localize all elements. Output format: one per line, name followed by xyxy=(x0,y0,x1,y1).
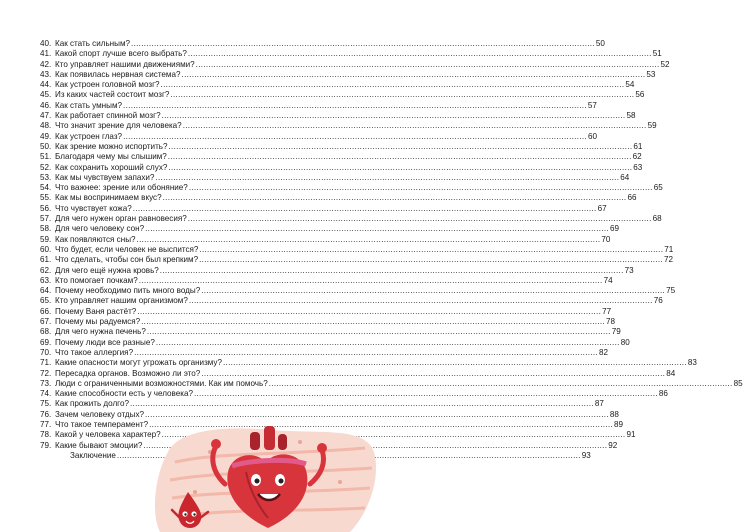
toc-leader-dots xyxy=(145,224,609,234)
toc-entry-title: Какой у человека характер? xyxy=(55,430,161,440)
toc-entry-number: 65. xyxy=(40,296,52,306)
toc-entry-page: 77 xyxy=(602,306,612,316)
toc-entry-number: 52. xyxy=(40,162,52,172)
toc-entry-number: 43. xyxy=(40,69,52,79)
toc-entry-title: Зачем человеку отдых? xyxy=(55,409,144,419)
toc-entry-title: Люди с ограниченными возможностями. Как им помочь? xyxy=(55,378,268,388)
toc-entry[interactable] xyxy=(40,409,619,420)
toc-entry[interactable] xyxy=(40,131,597,142)
toc-entry-title: Как стать умным? xyxy=(55,100,123,110)
toc-entry-number: 77. xyxy=(40,419,52,429)
toc-entry-page: 64 xyxy=(620,172,630,182)
toc-entry-title: Что важнее: зрение или обоняние? xyxy=(55,183,188,193)
toc-entry-number: 51. xyxy=(40,152,52,162)
toc-entry-title: Как появляются сны? xyxy=(55,234,136,244)
toc-entry[interactable] xyxy=(40,39,605,49)
toc-entry-page: 86 xyxy=(658,389,668,399)
toc-entry-page: 73 xyxy=(624,265,634,275)
toc-entry-title: Как появилась нервная система? xyxy=(55,69,181,79)
toc-entry-title: Почему мы радуемся? xyxy=(55,317,141,327)
toc-leader-dots xyxy=(139,276,603,286)
toc-entry[interactable] xyxy=(40,296,663,306)
toc-entry-number: 45. xyxy=(40,90,52,100)
toc-entry[interactable] xyxy=(40,152,642,162)
toc-entry-number: 79. xyxy=(40,440,52,450)
toc-entry-title: Какой спорт лучше всего выбрать? xyxy=(55,49,187,59)
toc-entry-title: Что такое темперамент? xyxy=(55,419,149,429)
toc-entry-number: 40. xyxy=(40,39,52,48)
toc-entry-page: 84 xyxy=(666,368,676,378)
toc-entry-page: 52 xyxy=(660,59,670,69)
toc-entry[interactable] xyxy=(40,214,662,224)
toc-entry-number: 62. xyxy=(40,265,52,275)
toc-entry-title: Как устроен головной мозг? xyxy=(55,80,160,90)
toc-entry[interactable] xyxy=(40,141,643,152)
toc-leader-dots xyxy=(133,204,597,214)
toc-leader-dots xyxy=(155,173,619,183)
toc-leader-dots xyxy=(156,338,620,348)
toc-entry-title: Почему люди все разные? xyxy=(55,337,155,347)
toc-entry-title: Что сделать, чтобы сон был крепким? xyxy=(55,255,199,265)
toc-entry-number: 55. xyxy=(40,193,52,203)
toc-entry-page: 65 xyxy=(653,183,663,193)
toc-entry[interactable] xyxy=(40,399,604,409)
toc-entry[interactable] xyxy=(40,224,619,234)
toc-entry[interactable] xyxy=(40,265,634,276)
toc-entry-page: 76 xyxy=(653,296,663,306)
toc-entry-number: 56. xyxy=(40,203,52,213)
toc-leader-dots xyxy=(141,317,605,327)
toc-entry-number: 73. xyxy=(40,378,52,388)
toc-entry-title: Для чего ещё нужна кровь? xyxy=(55,265,159,275)
toc-entry-page: 61 xyxy=(633,141,643,151)
toc-entry[interactable] xyxy=(40,90,645,100)
toc-entry-number: 63. xyxy=(40,275,52,285)
toc-entry-page: 56 xyxy=(635,90,645,100)
toc-entry-number: 70. xyxy=(40,347,52,357)
toc-entry-title: Какие бывают эмоции? xyxy=(55,440,143,450)
toc-entry[interactable] xyxy=(40,121,657,131)
toc-entry-title: Что значит зрение для человека? xyxy=(55,121,182,131)
toc-entry-number: 64. xyxy=(40,286,52,296)
toc-entry-number: 72. xyxy=(40,368,52,378)
toc-entry-title: Заключение xyxy=(70,450,116,460)
toc-leader-dots xyxy=(201,286,665,296)
toc-entry-page: 71 xyxy=(664,244,674,254)
toc-entry-page: 85 xyxy=(733,378,743,388)
toc-entry-number: 49. xyxy=(40,131,52,141)
toc-entry-title: Что будет, если человек не выспится? xyxy=(55,244,199,254)
table-of-contents xyxy=(40,39,743,461)
toc-entry-title: Для чего нужен орган равновесия? xyxy=(55,214,187,224)
toc-entry-page: 59 xyxy=(647,121,657,131)
heart-illustration xyxy=(150,422,380,532)
toc-leader-dots xyxy=(123,101,587,111)
toc-entry-page: 79 xyxy=(611,327,621,337)
toc-entry-number: 54. xyxy=(40,183,52,193)
toc-entry-page: 89 xyxy=(613,419,623,429)
toc-entry-title: Какие способности есть у человека? xyxy=(55,389,193,399)
toc-leader-dots xyxy=(189,183,653,193)
toc-entry-number: 69. xyxy=(40,337,52,347)
toc-entry-page: 51 xyxy=(652,49,662,59)
toc-leader-dots xyxy=(123,132,587,142)
toc-entry-page: 74 xyxy=(603,275,613,285)
toc-entry-title: Кто помогает почкам? xyxy=(55,275,138,285)
toc-leader-dots xyxy=(130,399,594,409)
toc-leader-dots xyxy=(199,245,663,255)
toc-leader-dots xyxy=(188,49,652,59)
toc-entry[interactable] xyxy=(40,59,670,70)
toc-entry-number: 41. xyxy=(40,49,52,59)
toc-entry-page: 70 xyxy=(601,234,611,244)
toc-leader-dots xyxy=(145,410,609,420)
toc-entry[interactable] xyxy=(40,255,673,265)
toc-entry-title: Как стать сильным? xyxy=(55,39,131,48)
toc-entry-number: 59. xyxy=(40,234,52,244)
toc-entry-title: Из каких частей состоит мозг? xyxy=(55,90,170,100)
toc-entry-title: Как прожить долго? xyxy=(55,399,129,409)
toc-entry-title: Как зрение можно испортить? xyxy=(55,141,168,151)
toc-leader-dots xyxy=(137,307,601,317)
toc-entry-title: Что такое аллергия? xyxy=(55,347,134,357)
toc-entry-number: 58. xyxy=(40,224,52,234)
toc-entry-title: Как сохранить хороший слух? xyxy=(55,162,168,172)
toc-entry-page: 82 xyxy=(598,347,608,357)
toc-entry-number: 71. xyxy=(40,358,52,368)
toc-leader-dots xyxy=(137,235,601,245)
toc-entry-page: 93 xyxy=(581,450,591,460)
toc-entry[interactable] xyxy=(40,69,656,80)
toc-entry[interactable] xyxy=(40,244,674,255)
toc-entry-page: 66 xyxy=(627,193,637,203)
toc-entry-title: Благодаря чему мы слышим? xyxy=(55,152,167,162)
toc-entry-page: 87 xyxy=(594,399,604,409)
toc-entry-title: Для чего нужна печень? xyxy=(55,327,146,337)
toc-entry-page: 68 xyxy=(652,214,662,224)
toc-entry-page: 80 xyxy=(620,337,630,347)
toc-entry-page: 57 xyxy=(587,100,597,110)
toc-entry-number: 44. xyxy=(40,80,52,90)
toc-entry-page: 60 xyxy=(587,131,597,141)
toc-leader-dots xyxy=(223,358,687,368)
toc-entry-page: 91 xyxy=(626,430,636,440)
toc-entry-title: Как устроен глаз? xyxy=(55,131,123,141)
toc-entry-number: 68. xyxy=(40,327,52,337)
toc-entry-title: Почему необходимо пить много воды? xyxy=(55,286,201,296)
toc-entry-page: 50 xyxy=(595,39,605,48)
toc-entry-title: Почему Ваня растёт? xyxy=(55,306,137,316)
toc-entry-number: 46. xyxy=(40,100,52,110)
toc-entry-page: 75 xyxy=(666,286,676,296)
toc-leader-dots xyxy=(194,389,658,399)
toc-entry-title: Какие опасности могут угрожать организму? xyxy=(55,358,222,368)
toc-entry-page: 58 xyxy=(626,111,636,121)
toc-entry-title: Как мы чувствуем запахи? xyxy=(55,172,155,182)
toc-entry-number: 67. xyxy=(40,317,52,327)
toc-entry[interactable] xyxy=(40,358,697,368)
toc-entry-number: 61. xyxy=(40,255,52,265)
toc-entry[interactable] xyxy=(40,275,613,286)
toc-entry-page: 54 xyxy=(625,80,635,90)
toc-entry-title: Как мы воспринимаем вкус? xyxy=(55,193,162,203)
toc-leader-dots xyxy=(196,60,660,70)
toc-entry-page: 92 xyxy=(608,440,618,450)
toc-leader-dots xyxy=(131,39,595,49)
toc-leader-dots xyxy=(161,80,625,90)
toc-entry-page: 78 xyxy=(606,317,616,327)
toc-leader-dots xyxy=(269,379,733,389)
toc-entry-title: Что чувствует кожа? xyxy=(55,203,132,213)
toc-entry-number: 78. xyxy=(40,430,52,440)
toc-entry[interactable] xyxy=(40,234,611,245)
toc-entry-number: 60. xyxy=(40,244,52,254)
toc-entry[interactable] xyxy=(40,100,597,111)
toc-entry[interactable] xyxy=(40,327,621,337)
toc-entry[interactable] xyxy=(40,368,676,379)
toc-entry-page: 88 xyxy=(609,409,619,419)
toc-entry[interactable] xyxy=(40,80,635,90)
toc-leader-dots xyxy=(199,255,663,265)
toc-entry[interactable] xyxy=(40,49,662,59)
toc-entry[interactable] xyxy=(40,203,607,214)
toc-entry[interactable] xyxy=(40,347,608,358)
toc-entry-title: Как работает спинной мозг? xyxy=(55,111,161,121)
toc-entry[interactable] xyxy=(40,183,663,193)
toc-entry-page: 62 xyxy=(632,152,642,162)
toc-entry-number: 66. xyxy=(40,306,52,316)
toc-entry-number: 57. xyxy=(40,214,52,224)
toc-entry-number: 42. xyxy=(40,59,52,69)
toc-leader-dots xyxy=(168,152,632,162)
toc-entry-number: 75. xyxy=(40,399,52,409)
toc-leader-dots xyxy=(160,266,624,276)
toc-entry[interactable] xyxy=(40,389,668,399)
toc-entry-page: 69 xyxy=(609,224,619,234)
toc-leader-dots xyxy=(168,163,632,173)
toc-entry[interactable] xyxy=(40,162,643,173)
toc-entry-title: Пересадка органов. Возможно ли это? xyxy=(55,368,201,378)
toc-entry-page: 53 xyxy=(646,69,656,79)
toc-leader-dots xyxy=(134,348,598,358)
toc-entry-number: 53. xyxy=(40,172,52,182)
toc-leader-dots xyxy=(183,121,647,131)
toc-entry-number: 76. xyxy=(40,409,52,419)
toc-leader-dots xyxy=(201,369,665,379)
toc-entry[interactable] xyxy=(40,286,676,296)
toc-leader-dots xyxy=(162,111,626,121)
toc-entry-page: 72 xyxy=(663,255,673,265)
toc-entry[interactable] xyxy=(40,337,630,348)
toc-leader-dots xyxy=(188,214,652,224)
toc-entry-number: 74. xyxy=(40,389,52,399)
toc-leader-dots xyxy=(169,142,633,152)
toc-entry[interactable] xyxy=(40,306,612,317)
toc-entry[interactable] xyxy=(40,172,630,183)
toc-entry-title: Кто управляет нашими движениями? xyxy=(55,59,195,69)
toc-leader-dots xyxy=(170,90,634,100)
toc-entry-number: 48. xyxy=(40,121,52,131)
toc-leader-dots xyxy=(147,327,611,337)
toc-entry[interactable] xyxy=(40,193,637,203)
toc-entry-page: 63 xyxy=(633,162,643,172)
toc-entry[interactable] xyxy=(40,378,743,389)
toc-entry-number: 47. xyxy=(40,111,52,121)
toc-entry-title: Кто управляет нашим организмом? xyxy=(55,296,188,306)
toc-entry[interactable] xyxy=(40,111,636,121)
toc-leader-dots xyxy=(163,193,627,203)
toc-entry-page: 67 xyxy=(597,203,607,213)
toc-entry-number: 50. xyxy=(40,141,52,151)
toc-entry[interactable] xyxy=(40,317,616,327)
toc-leader-dots xyxy=(182,70,646,80)
toc-entry-title: Для чего человеку сон? xyxy=(55,224,145,234)
toc-leader-dots xyxy=(189,296,653,306)
toc-entry-page: 83 xyxy=(687,358,697,368)
